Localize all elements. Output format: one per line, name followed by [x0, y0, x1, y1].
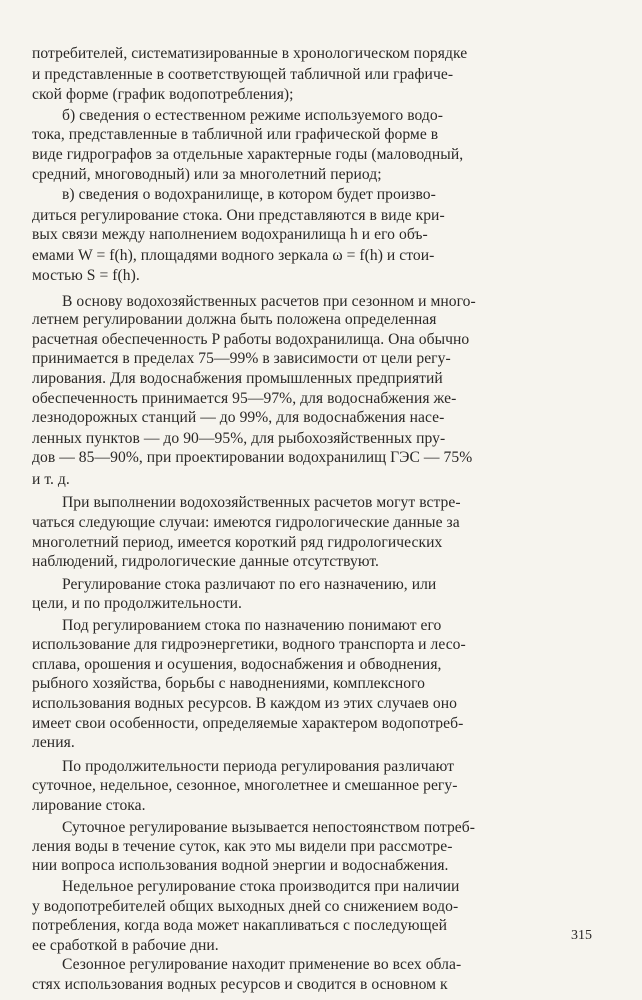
text-line: суточное, недельное, сезонное, многолетнее и смешанное регу- — [32, 777, 458, 795]
text-line: потребителей, систематизированные в хронологическом порядке — [32, 45, 468, 62]
text-line: обеспеченность принимается 95—97%, для водоснабжения же- — [32, 389, 457, 407]
text-line: дов — 85—90%, при проектировании водохранилищ ГЭС — 75% — [32, 449, 473, 467]
text-line: ленных пунктов — до 90—95%, для рыбохозяйственных пру- — [32, 429, 446, 447]
text-line: летнем регулировании должна быть положена определенная — [32, 311, 437, 329]
text-line: мостью S = f(h). — [32, 267, 140, 285]
text-line: наблюдений, гидрологические данные отсутствуют. — [32, 553, 379, 571]
text-line: и представленные в соответствующей табличной или графиче- — [32, 65, 454, 83]
text-line: б) сведения о естественном режиме используемого водо- — [62, 106, 443, 124]
text-line: При выполнении водохозяйственных расчетов могут встре- — [62, 494, 461, 512]
text-line: лезнодорожных станций — до 99%, для водоснабжения насе- — [32, 409, 445, 427]
text-line: ской форме (график водопотребления); — [32, 86, 294, 104]
text-line: Под регулированием стока по назначению понимают его — [62, 616, 442, 634]
text-line: стях использования водных ресурсов и сводится в основном к — [32, 976, 448, 993]
text-line: лирование стока. — [32, 796, 146, 814]
text-line: использования водных ресурсов. В каждом из этих случаев оно — [32, 695, 457, 713]
text-line: Недельное регулирование стока производится при наличии — [62, 878, 460, 896]
text-line: расчетная обеспеченность P работы водохранилища. Она обычно — [32, 330, 470, 348]
text-line: ее сработкой в рабочие дни. — [32, 936, 219, 954]
text-line: имеет свои особенности, определяемые характером водопотреб- — [32, 714, 464, 732]
text-line: ления воды в течение суток, как это мы видели при рассмотре- — [32, 837, 453, 855]
text-line: виде гидрографов за отдельные характерные годы (маловодный, — [32, 145, 464, 163]
text-line: нии вопроса использования водной энергии и водоснабжения. — [32, 856, 449, 874]
text-line: принимается в пределах 75—99% в зависимости от цели регу- — [32, 350, 451, 368]
text-line: Суточное регулирование вызывается непостоянством потреб- — [62, 819, 476, 837]
text-line: вых связи между наполнением водохранилища h и его объ- — [32, 226, 428, 244]
text-line: По продолжительности периода регулирования различают — [62, 757, 454, 775]
text-line: многолетний период, имеется короткий ряд гидрологических — [32, 533, 443, 551]
text-line: потребления, когда вода может накапливаться с последующей — [32, 917, 448, 935]
page-number: 315 — [571, 928, 592, 943]
text-line: рыбного хозяйства, борьбы с наводнениями, комплексного — [32, 675, 426, 693]
text-line: диться регулирование стока. Они представляются в виде кри- — [32, 206, 445, 224]
text-line: ления. — [32, 734, 75, 752]
text-line: цели, и по продолжительности. — [32, 595, 242, 613]
text-line: сплава, орошения и осушения, водоснабжения и обводнения, — [32, 655, 442, 673]
text-line: емами W = f(h), площадями водного зеркала ω = f(h) и стои- — [32, 246, 435, 264]
text-line: в) сведения о водохранилище, в котором будет произво- — [62, 185, 436, 203]
text-line: средний, многоводный) или за многолетний период; — [32, 166, 382, 184]
text-line: В основу водохозяйственных расчетов при сезонном и много- — [62, 292, 476, 310]
text-line: у водопотребителей общих выходных дней со снижением водо- — [32, 897, 459, 915]
text-line: использование для гидроэнергетики, водного транспорта и лесо- — [32, 636, 466, 654]
text-line: Регулирование стока различают по его назначению, или — [62, 575, 437, 593]
text-line: тока, представленные в табличной или графической форме в — [32, 126, 439, 144]
text-line: лирования. Для водоснабжения промышленных предприятий — [32, 370, 443, 388]
text-line: и т. д. — [32, 470, 70, 488]
text-line: чаться следующие случаи: имеются гидрологические данные за — [32, 513, 460, 531]
text-line: Сезонное регулирование находит применение во всех обла- — [62, 956, 462, 974]
